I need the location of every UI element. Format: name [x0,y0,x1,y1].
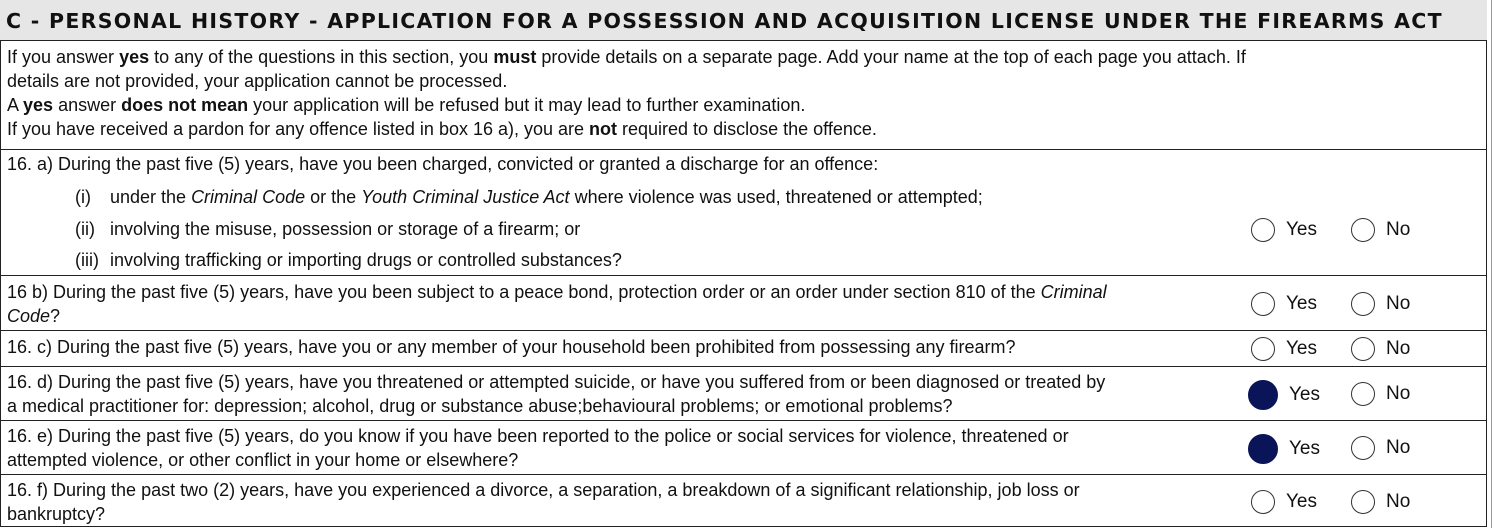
yes-option[interactable] [1251,490,1317,514]
question-16e [1,421,1486,475]
yes-label: Yes [1286,219,1317,240]
yes-label: Yes [1286,338,1317,359]
yes-radio[interactable] [1251,337,1275,361]
yes-option[interactable] [1251,218,1317,242]
no-radio[interactable] [1351,337,1375,361]
yes-label: Yes [1286,491,1317,512]
question-16e-line-1: 16. e) During the past five (5) years, do you know if you have been reported to the police or social services for violence, threatened or [7,426,1069,446]
question-16d [1,367,1486,421]
instruction-line-4: If you have received a pardon for any offence listed in box 16 a), you are not required to disclose the offence. [7,119,877,139]
yes-label: Yes [1289,384,1320,405]
page-edge [1491,0,1492,528]
no-label: No [1386,338,1411,359]
question-16f [1,475,1486,527]
no-option[interactable] [1351,490,1410,514]
no-option[interactable] [1351,292,1410,316]
yes-radio[interactable] [1251,490,1275,514]
yes-option[interactable] [1251,380,1320,410]
personal-history-form [0,40,1487,527]
yes-radio[interactable] [1248,434,1278,464]
instruction-line-1: If you answer yes to any of the questions in this section, you must provide details on a separate page. Add your name at the top of each page you attach. If [7,47,1246,67]
instructions-block [1,41,1486,150]
instruction-line-2: details are not provided, your application cannot be processed. [7,71,508,91]
no-label: No [1386,491,1411,512]
question-16d-line-1: 16. d) During the past five (5) years, have you threatened or attempted suicide, or have you suffered from or been diagnosed or treated by [7,372,1106,392]
no-radio[interactable] [1351,218,1375,242]
section-title: C - PERSONAL HISTORY - APPLICATION FOR A POSSESSION AND ACQUISITION LICENSE UNDER THE FIREARMS ACT [0,0,1487,40]
question-16a-item-ii: (ii) involving the misuse, possession or storage of a firearm; or [75,219,581,239]
no-label: No [1386,383,1411,404]
question-16a-item-iii: (iii) involving trafficking or importing drugs or controlled substances? [75,250,622,270]
question-16c [1,331,1486,367]
yes-option[interactable] [1251,292,1317,316]
no-option[interactable] [1351,382,1410,406]
no-label: No [1386,437,1411,458]
question-16b [1,276,1486,331]
yes-radio[interactable] [1251,218,1275,242]
no-option[interactable] [1351,337,1410,361]
instruction-line-3: A yes answer does not mean your application will be refused but it may lead to further examination. [7,95,806,115]
no-radio[interactable] [1351,382,1375,406]
yes-label: Yes [1286,293,1317,314]
question-16a [1,150,1486,276]
no-option[interactable] [1351,218,1410,242]
question-16b-line-1: 16 b) During the past five (5) years, have you been subject to a peace bond, protection order or an order under section 810 of the Criminal [7,282,1107,302]
question-16f-line-1: 16. f) During the past two (2) years, have you experienced a divorce, a separation, a breakdown of a significant relationship, job loss or [7,480,1080,500]
yes-radio[interactable] [1248,380,1278,410]
no-radio[interactable] [1351,436,1375,460]
question-16f-line-2: bankruptcy? [7,504,106,524]
question-16c-text: 16. c) During the past five (5) years, have you or any member of your household been prohibited from possessing any firearm? [7,337,1016,357]
no-label: No [1386,293,1411,314]
yes-option[interactable] [1251,337,1317,361]
yes-label: Yes [1289,438,1320,459]
question-16a-item-i: (i) under the Criminal Code or the Youth Criminal Justice Act where violence was used, threatened or attempted; [75,187,983,207]
no-radio[interactable] [1351,292,1375,316]
question-16a-text: 16. a) During the past five (5) years, have you been charged, convicted or granted a discharge for an offence: [7,154,879,174]
question-16e-line-2: attempted violence, or other conflict in your home or elsewhere? [7,450,519,470]
no-label: No [1386,219,1411,240]
no-radio[interactable] [1351,490,1375,514]
yes-option[interactable] [1251,434,1320,464]
no-option[interactable] [1351,436,1410,460]
question-16b-line-2: Code? [7,306,61,326]
question-16d-line-2: a medical practitioner for: depression; alcohol, drug or substance abuse;behavioural problems; or emotional problems? [7,396,953,416]
yes-radio[interactable] [1251,292,1275,316]
